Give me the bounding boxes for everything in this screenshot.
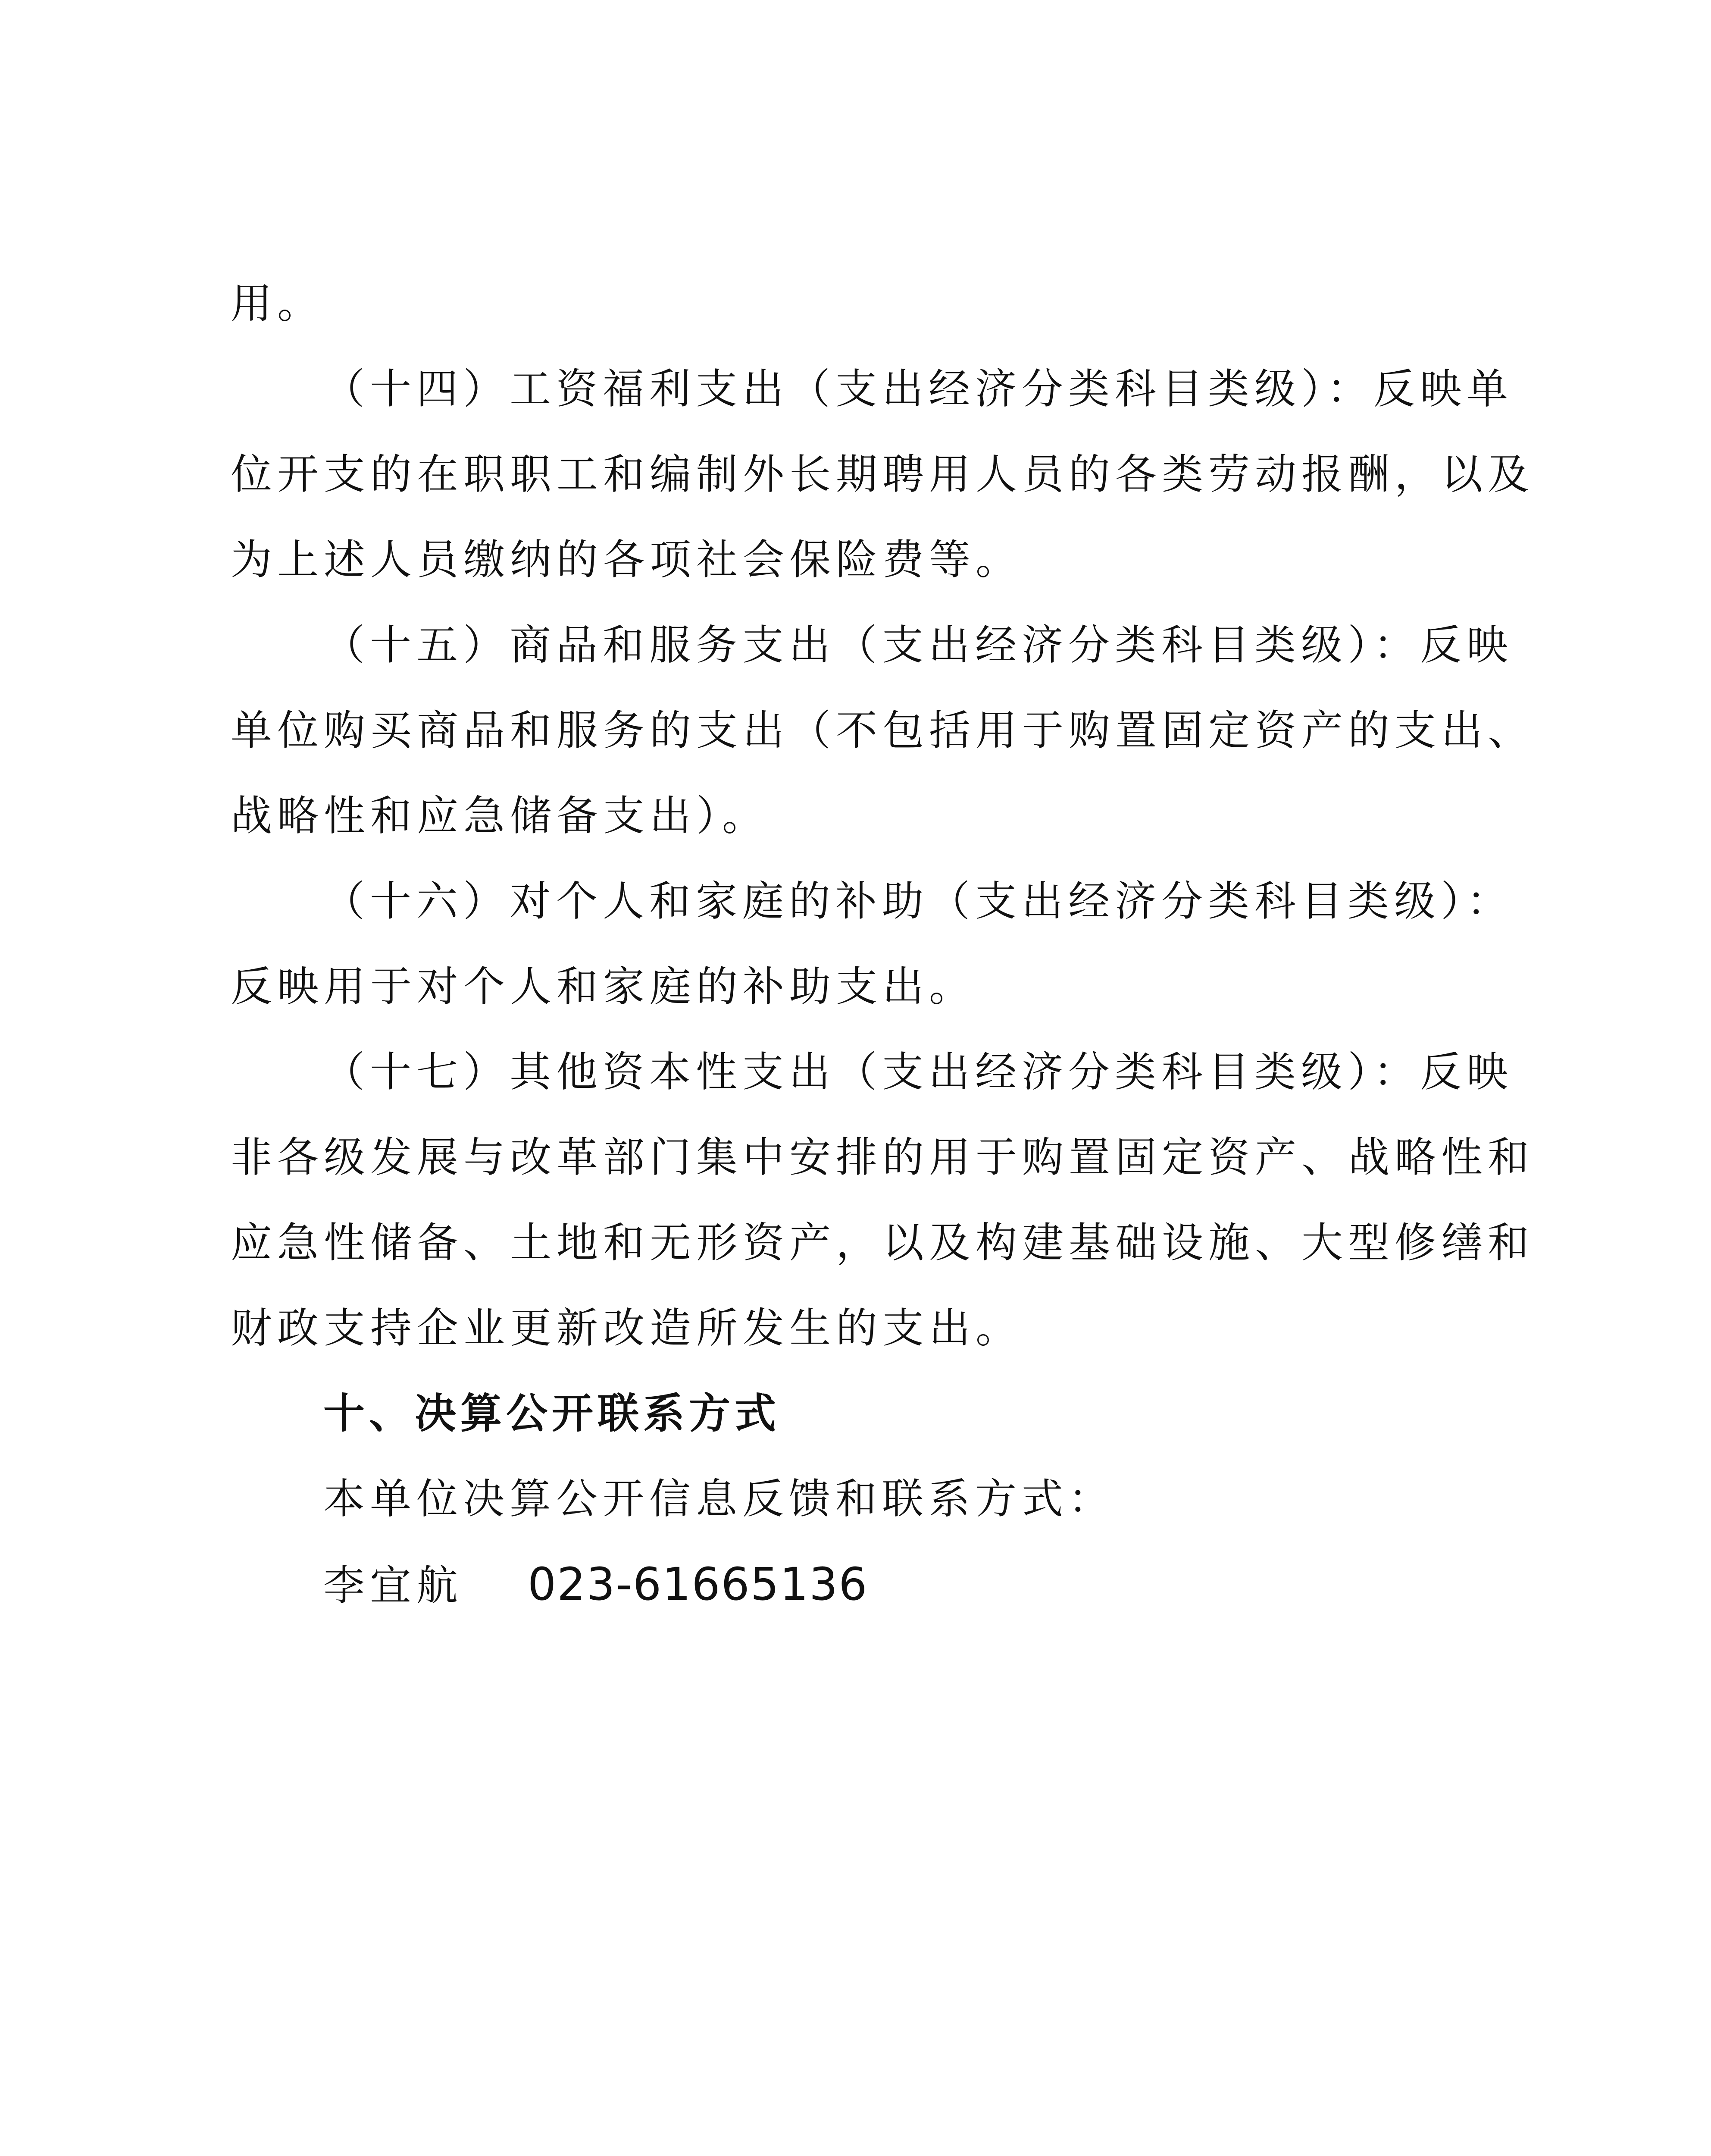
contact-row	[231, 1542, 1502, 1627]
paragraph-line: 为上述人员缴纳的各项社会保险费等。	[231, 536, 1022, 584]
paragraph-line: 反映用于对个人和家庭的补助支出。	[231, 962, 976, 1011]
paragraph-line: 用。	[231, 279, 324, 328]
paragraph-line: （十五）商品和服务支出（支出经济分类科目类级）：反映	[323, 621, 1513, 669]
section-heading: 十、决算公开联系方式	[323, 1389, 780, 1438]
paragraph-line: （十六）对个人和家庭的补助（支出经济分类科目类级）：	[323, 877, 1513, 925]
document-body	[231, 261, 1534, 1627]
paragraph-line: 非各级发展与改革部门集中安排的用于购置固定资产、战略性和	[231, 1133, 1534, 1181]
contact-name: 李宜航	[323, 1561, 463, 1610]
contact-intro: 本单位决算公开信息反馈和联系方式：	[323, 1475, 1115, 1523]
paragraph-line: （十四）工资福利支出（支出经济分类科目类级）：反映单	[323, 365, 1513, 413]
paragraph-line: （十七）其他资本性支出（支出经济分类科目类级）：反映	[323, 1048, 1513, 1096]
paragraph-line: 单位购买商品和服务的支出（不包括用于购置固定资产的支出、	[231, 706, 1534, 755]
paragraph-line: 战略性和应急储备支出）。	[231, 792, 769, 840]
paragraph-line: 位开支的在职职工和编制外长期聘用人员的各类劳动报酬，以及	[231, 450, 1534, 498]
contact-phone: 023-61665136	[528, 1558, 868, 1611]
paragraph-line: 应急性储备、土地和无形资产，以及构建基础设施、大型修缮和	[231, 1219, 1534, 1267]
paragraph-line: 财政支持企业更新改造所发生的支出。	[231, 1304, 1022, 1352]
